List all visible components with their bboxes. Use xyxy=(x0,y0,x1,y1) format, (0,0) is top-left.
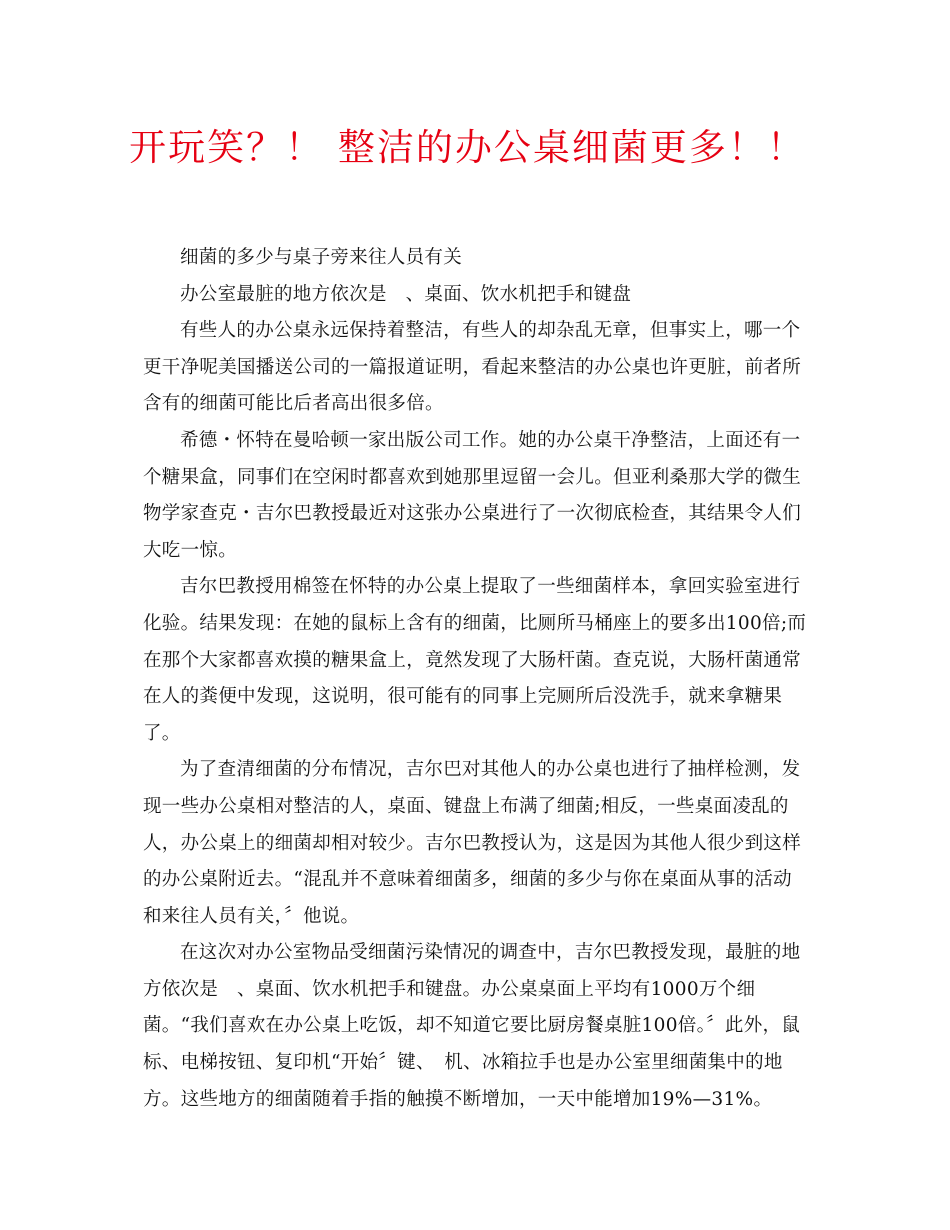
paragraph: 吉尔巴教授用棉签在怀特的办公桌上提取了一些细菌样本，拿回实验室进行化验。结果发现：在她的鼠标上含有的细菌，比厕所马桶座上的要多出100倍;而在那个大家都喜欢摸的糖果盒上，竟然发现了大肠杆菌。查克说，大肠杆菌通常在人的粪便中发现，这说明，很可能有的同事上完厕所后没洗手，就来拿糖果了。 xyxy=(143,576,807,744)
paragraph: 为了查清细菌的分布情况，吉尔巴对其他人的办公桌也进行了抽样检测，发现一些办公桌相对整洁的人，桌面、键盘上布满了细菌;相反，一些桌面凌乱的人，办公桌上的细菌却相对较少。吉尔巴教授认为，这是因为其他人很少到这样的办公桌附近去。“混乱并不意味着细菌多，细菌的多少与你在桌面从事的活动和来往人员有关，〞他说。 xyxy=(143,759,802,927)
paragraph: 有些人的办公桌永远保持着整洁，有些人的却杂乱无章，但事实上，哪一个更干净呢美国播送公司的一篇报道证明，看起来整洁的办公桌也许更脏，前者所含有的细菌可能比后者高出很多倍。 xyxy=(143,320,802,415)
document-body xyxy=(143,240,808,1118)
paragraph: 希德・怀特在曼哈顿一家出版公司工作。她的办公桌干净整洁，上面还有一个糖果盒，同事们在空闲时都喜欢到她那里逗留一会儿。但亚利桑那大学的微生物学家查克・吉尔巴教授最近对这张办公桌进行了一次彻底检查，其结果令人们大吃一惊。 xyxy=(143,429,802,561)
paragraph-subtitle-1: 细菌的多少与桌子旁来往人员有关 xyxy=(180,247,463,268)
paragraph: 在这次对办公室物品受细菌污染情况的调查中，吉尔巴教授发现，最脏的地方依次是 、桌面、饮水机把手和键盘。办公桌桌面上平均有1000万个细菌。“我们喜欢在办公桌上吃饭，却不知道它要比厨房餐桌脏100倍。〞此外，鼠标、电梯按钮、复印机“开始〞键、 机、冰箱拉手也是办公室里细菌集中的地方。这些地方的细菌随着手指的触摸不断增加，一天中能增加19%—31%。 xyxy=(143,942,801,1110)
document-title: 开玩笑？！ 整洁的办公桌细菌更多！！ xyxy=(129,126,806,169)
paragraph-subtitle-2: 办公室最脏的地方依次是 、桌面、饮水机把手和键盘 xyxy=(180,283,632,305)
